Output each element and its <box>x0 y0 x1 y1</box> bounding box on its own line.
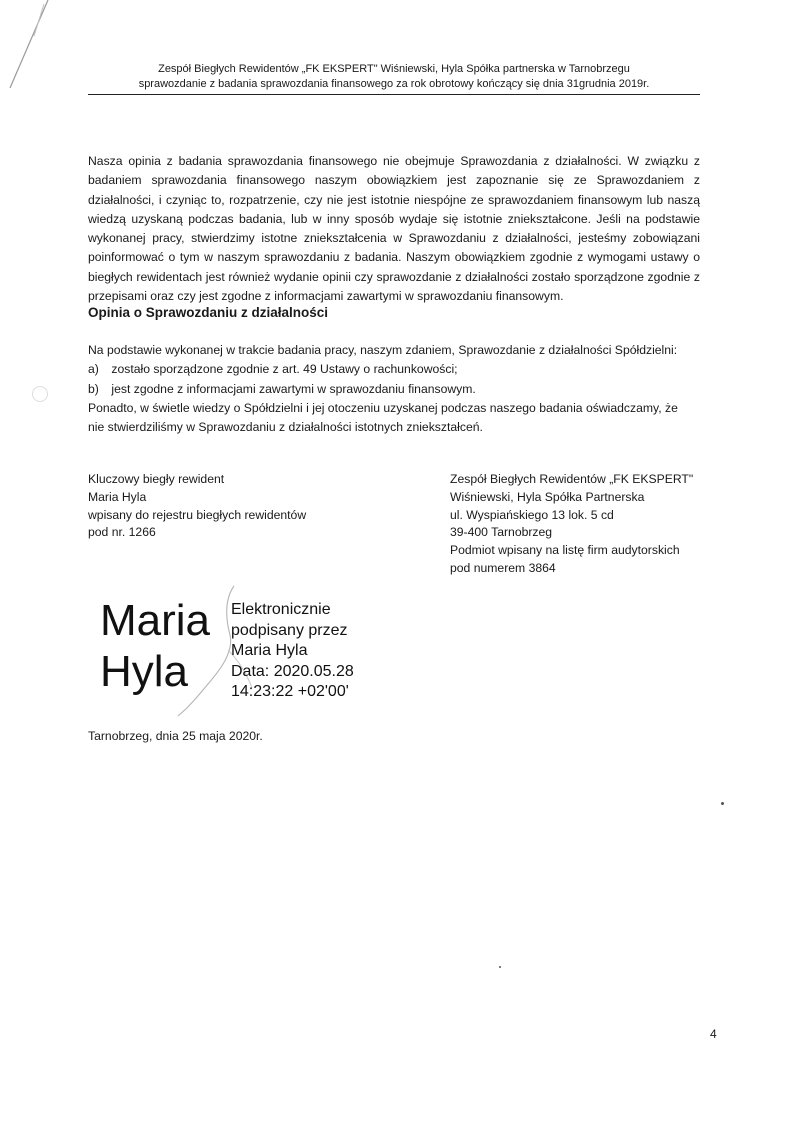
esig-line: Elektronicznie <box>231 601 331 618</box>
firm-city: 39-400 Tarnobrzeg <box>450 525 553 540</box>
esig-line: Maria Hyla <box>231 642 308 659</box>
auditor-number: pod nr. 1266 <box>88 525 156 540</box>
firm-street: ul. Wyspiańskiego 13 lok. 5 cd <box>450 507 614 522</box>
document-header <box>88 62 700 92</box>
place-and-date: Tarnobrzeg, dnia 25 maja 2020r. <box>88 729 263 743</box>
electronic-signature-details <box>231 600 354 703</box>
firm-name: Zespół Biegłych Rewidentów „FK EKSPERT" <box>450 472 694 486</box>
opinion-block <box>88 341 712 437</box>
auditor-register: wpisany do rejestru biegłych rewidentów <box>88 507 307 522</box>
firm-audit-number: pod numerem 3864 <box>450 560 556 575</box>
esig-time-line: 14:23:22 +02'00' <box>231 683 349 700</box>
header-firm-line: Zespół Biegłych Rewidentów „FK EKSPERT" Wiśniewski, Hyla Spółka partnerska w Tarnobrzegu <box>158 63 630 75</box>
intro-paragraph: Nasza opinia z badania sprawozdania finansowego nie obejmuje Sprawozdania z działalności. W związku z badaniem sprawozdania finansowego naszym obowiązkiem jest zapoznanie się ze Sprawozdaniem z działalności, i czyniąc to, rozpatrzenie, czy nie jest istotnie niespójne ze sprawozdaniem finansowym lub naszą wiedzą uzyskaną podczas badania, lub w inny sposób wydaje się istotnie zniekształcone. Jeśli na podstawie wykonanej pracy, stwierdzimy istotne zniekształcenia w Sprawozdaniu z działalności, jesteśmy zobowiązani poinformować o tym w naszym sprawozdaniu z badania. Naszym obowiązkiem zgodnie z wymogami ustawy o biegłych rewidentach jest również wydanie opinii czy sprawozdanie z działalności zostało sporządzone zgodnie z przepisami oraz czy jest zgodne z informacjami zawartymi w sprawozdaniu finansowym. <box>88 154 700 304</box>
scan-artifact-line <box>4 0 54 95</box>
opinion-closing-line: nie stwierdziliśmy w Sprawozdaniu z działalności istotnych zniekształceń. <box>88 420 483 435</box>
firm-signature-block <box>450 471 693 578</box>
item-letter: b) <box>88 381 99 396</box>
page-number: 4 <box>710 1027 717 1041</box>
header-rule <box>88 94 700 95</box>
auditor-signature-block <box>88 471 306 542</box>
header-report-line: sprawozdanie z badania sprawozdania finansowego za rok obrotowy kończący się dnia 31grudnia 2019r. <box>138 78 650 90</box>
auditor-role: Kluczowy biegły rewident <box>88 472 225 486</box>
esig-last-name: Hyla <box>100 647 189 696</box>
esig-first-name: Maria <box>100 596 211 645</box>
scan-speck <box>721 802 724 805</box>
scan-speck <box>499 966 501 968</box>
section-heading: Opinia o Sprawozdaniu z działalności <box>88 305 329 320</box>
scan-margin-mark <box>32 386 48 402</box>
auditor-name: Maria Hyla <box>88 489 147 504</box>
opinion-item <box>88 360 712 379</box>
item-letter: a) <box>88 362 99 377</box>
esig-date-line: Data: 2020.05.28 <box>231 662 354 680</box>
firm-partners: Wiśniewski, Hyla Spółka Partnerska <box>450 489 645 504</box>
item-text: zostało sporządzone zgodnie z art. 49 Ustawy o rachunkowości; <box>111 362 458 377</box>
opinion-closing-line: Ponadto, w świetle wiedzy o Spółdzielni i jej otoczeniu uzyskanej podczas naszego badania oświadczamy, że <box>88 400 678 415</box>
opinion-lead: Na podstawie wykonanej w trakcie badania pracy, naszym zdaniem, Sprawozdanie z działalności Spółdzielni: <box>88 343 678 357</box>
item-text: jest zgodne z informacjami zawartymi w sprawozdaniu finansowym. <box>111 381 476 396</box>
esig-line: podpisany przez <box>231 621 348 639</box>
firm-audit-list: Podmiot wpisany na listę firm audytorskich <box>450 543 680 558</box>
opinion-item <box>88 380 712 399</box>
